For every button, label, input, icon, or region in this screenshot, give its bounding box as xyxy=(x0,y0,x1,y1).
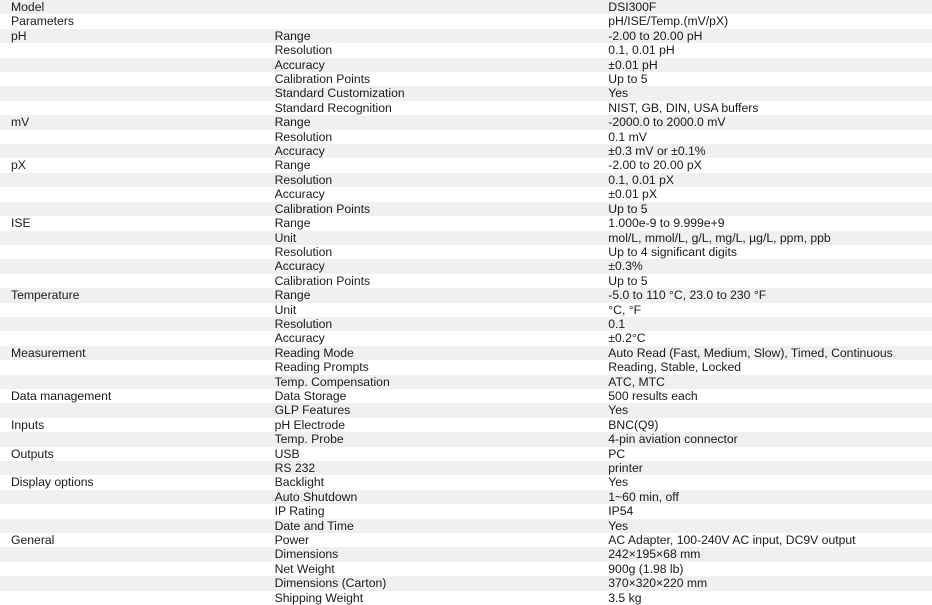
spec-value-cell: 370×320×220 mm xyxy=(597,576,932,590)
spec-param-cell: Resolution xyxy=(264,173,598,187)
spec-group-cell xyxy=(0,58,264,72)
spec-param-cell: Calibration Points xyxy=(264,72,598,86)
table-row xyxy=(0,288,932,302)
spec-param-cell: Range xyxy=(264,115,598,129)
spec-value-cell: -5.0 to 110 °C, 23.0 to 230 °F xyxy=(597,288,932,302)
spec-group-cell xyxy=(0,43,264,57)
spec-param-cell: Accuracy xyxy=(264,58,598,72)
spec-value-cell: NIST, GB, DIN, USA buffers xyxy=(597,101,932,115)
table-row xyxy=(0,173,932,187)
spec-value-cell: AC Adapter, 100-240V AC input, DC9V output xyxy=(597,533,932,547)
table-row xyxy=(0,216,932,230)
spec-value-cell: printer xyxy=(597,461,932,475)
spec-param-cell: Accuracy xyxy=(264,144,598,158)
spec-group-cell xyxy=(0,591,264,605)
spec-group-cell: pH xyxy=(0,29,264,43)
table-row xyxy=(0,375,932,389)
spec-param-cell: GLP Features xyxy=(264,403,598,417)
spec-value-cell: Up to 5 xyxy=(597,72,932,86)
spec-value-cell: Yes xyxy=(597,475,932,489)
spec-param-cell: Backlight xyxy=(264,475,598,489)
spec-value-cell: ±0.3 mV or ±0.1% xyxy=(597,144,932,158)
spec-value-cell: ±0.01 pX xyxy=(597,187,932,201)
table-row xyxy=(0,72,932,86)
table-row xyxy=(0,144,932,158)
table-row xyxy=(0,231,932,245)
spec-value-cell: 0.1 mV xyxy=(597,130,932,144)
table-row xyxy=(0,519,932,533)
spec-value-cell: BNC(Q9) xyxy=(597,418,932,432)
spec-param-cell: IP Rating xyxy=(264,504,598,518)
spec-group-cell xyxy=(0,86,264,100)
spec-group-cell xyxy=(0,130,264,144)
spec-param-cell: Net Weight xyxy=(264,562,598,576)
spec-group-cell xyxy=(0,231,264,245)
spec-group-cell: Display options xyxy=(0,475,264,489)
spec-param-cell: Temp. Compensation xyxy=(264,375,598,389)
spec-param-cell: Range xyxy=(264,29,598,43)
spec-value-cell: Reading, Stable, Locked xyxy=(597,360,932,374)
table-row xyxy=(0,418,932,432)
spec-group-cell: Outputs xyxy=(0,447,264,461)
spec-param-cell: Accuracy xyxy=(264,259,598,273)
spec-param-cell: RS 232 xyxy=(264,461,598,475)
table-row xyxy=(0,245,932,259)
table-row xyxy=(0,360,932,374)
spec-group-cell xyxy=(0,259,264,273)
spec-param-cell: Accuracy xyxy=(264,331,598,345)
table-row xyxy=(0,576,932,590)
spec-group-cell xyxy=(0,303,264,317)
spec-group-cell: Measurement xyxy=(0,346,264,360)
table-row xyxy=(0,14,932,28)
spec-group-cell xyxy=(0,72,264,86)
spec-value-cell: PC xyxy=(597,447,932,461)
spec-param-cell: Unit xyxy=(264,303,598,317)
spec-value-cell: 242×195×68 mm xyxy=(597,547,932,561)
spec-param-cell xyxy=(264,0,598,14)
spec-value-cell: 3.5 kg xyxy=(597,591,932,605)
spec-param-cell: Dimensions (Carton) xyxy=(264,576,598,590)
spec-value-cell: ±0.3% xyxy=(597,259,932,273)
spec-group-cell xyxy=(0,547,264,561)
spec-param-cell: Standard Customization xyxy=(264,86,598,100)
spec-value-cell: 500 results each xyxy=(597,389,932,403)
spec-value-cell: Yes xyxy=(597,86,932,100)
spec-param-cell: Range xyxy=(264,216,598,230)
table-row xyxy=(0,533,932,547)
table-row xyxy=(0,58,932,72)
spec-value-cell: 0.1 xyxy=(597,317,932,331)
spec-value-cell: pH/ISE/Temp.(mV/pX) xyxy=(597,14,932,28)
spec-group-cell: Temperature xyxy=(0,288,264,302)
spec-group-cell xyxy=(0,519,264,533)
spec-group-cell: Parameters xyxy=(0,14,264,28)
spec-group-cell xyxy=(0,504,264,518)
table-row xyxy=(0,317,932,331)
spec-param-cell: Auto Shutdown xyxy=(264,490,598,504)
spec-param-cell: pH Electrode xyxy=(264,418,598,432)
spec-param-cell: Accuracy xyxy=(264,187,598,201)
spec-group-cell xyxy=(0,187,264,201)
spec-group-cell xyxy=(0,144,264,158)
table-row xyxy=(0,29,932,43)
table-row xyxy=(0,130,932,144)
table-row xyxy=(0,43,932,57)
table-row xyxy=(0,562,932,576)
table-row xyxy=(0,432,932,446)
spec-value-cell: 900g (1.98 lb) xyxy=(597,562,932,576)
table-row xyxy=(0,0,932,14)
table-row xyxy=(0,547,932,561)
table-row xyxy=(0,461,932,475)
spec-group-cell: Data management xyxy=(0,389,264,403)
spec-param-cell: Reading Mode xyxy=(264,346,598,360)
spec-value-cell: -2000.0 to 2000.0 mV xyxy=(597,115,932,129)
table-row xyxy=(0,158,932,172)
spec-group-cell xyxy=(0,461,264,475)
spec-group-cell xyxy=(0,173,264,187)
spec-value-cell: Up to 4 significant digits xyxy=(597,245,932,259)
spec-param-cell: Dimensions xyxy=(264,547,598,561)
spec-param-cell: Calibration Points xyxy=(264,202,598,216)
spec-param-cell: Calibration Points xyxy=(264,274,598,288)
spec-group-cell xyxy=(0,101,264,115)
spec-value-cell: ATC, MTC xyxy=(597,375,932,389)
spec-group-cell: Model xyxy=(0,0,264,14)
table-row xyxy=(0,591,932,605)
table-row xyxy=(0,202,932,216)
spec-param-cell: Unit xyxy=(264,231,598,245)
table-row xyxy=(0,259,932,273)
spec-value-cell: °C, °F xyxy=(597,303,932,317)
spec-param-cell: USB xyxy=(264,447,598,461)
spec-group-cell: mV xyxy=(0,115,264,129)
spec-group-cell xyxy=(0,317,264,331)
spec-group-cell: Inputs xyxy=(0,418,264,432)
spec-param-cell: Temp. Probe xyxy=(264,432,598,446)
table-row xyxy=(0,403,932,417)
spec-group-cell xyxy=(0,375,264,389)
table-row xyxy=(0,331,932,345)
spec-group-cell xyxy=(0,245,264,259)
table-row xyxy=(0,490,932,504)
spec-group-cell xyxy=(0,360,264,374)
table-row xyxy=(0,274,932,288)
spec-value-cell: Yes xyxy=(597,519,932,533)
spec-value-cell: Up to 5 xyxy=(597,202,932,216)
spec-group-cell: pX xyxy=(0,158,264,172)
table-row xyxy=(0,303,932,317)
spec-param-cell: Standard Recognition xyxy=(264,101,598,115)
spec-group-cell xyxy=(0,562,264,576)
spec-value-cell: 1~60 min, off xyxy=(597,490,932,504)
spec-group-cell xyxy=(0,403,264,417)
table-row xyxy=(0,346,932,360)
spec-group-cell xyxy=(0,202,264,216)
spec-value-cell: mol/L, mmol/L, g/L, mg/L, µg/L, ppm, ppb xyxy=(597,231,932,245)
spec-param-cell: Resolution xyxy=(264,130,598,144)
spec-group-cell xyxy=(0,576,264,590)
spec-param-cell: Range xyxy=(264,158,598,172)
spec-value-cell: IP54 xyxy=(597,504,932,518)
table-row xyxy=(0,389,932,403)
spec-group-cell xyxy=(0,274,264,288)
spec-value-cell: -2.00 to 20.00 pX xyxy=(597,158,932,172)
table-row xyxy=(0,447,932,461)
spec-param-cell: Power xyxy=(264,533,598,547)
spec-value-cell: ±0.01 pH xyxy=(597,58,932,72)
spec-value-cell: 4-pin aviation connector xyxy=(597,432,932,446)
spec-param-cell: Range xyxy=(264,288,598,302)
table-row xyxy=(0,86,932,100)
spec-value-cell: -2.00 to 20.00 pH xyxy=(597,29,932,43)
spec-param-cell: Resolution xyxy=(264,245,598,259)
table-row xyxy=(0,101,932,115)
spec-param-cell: Reading Prompts xyxy=(264,360,598,374)
spec-value-cell: DSI300F xyxy=(597,0,932,14)
spec-param-cell: Data Storage xyxy=(264,389,598,403)
spec-value-cell: 0.1, 0.01 pH xyxy=(597,43,932,57)
spec-value-cell: ±0.2°C xyxy=(597,331,932,345)
spec-param-cell: Resolution xyxy=(264,317,598,331)
spec-param-cell: Shipping Weight xyxy=(264,591,598,605)
table-row xyxy=(0,475,932,489)
spec-value-cell: Yes xyxy=(597,403,932,417)
spec-group-cell xyxy=(0,432,264,446)
spec-group-cell: ISE xyxy=(0,216,264,230)
spec-value-cell: 0.1, 0.01 pX xyxy=(597,173,932,187)
spec-value-cell: 1.000e-9 to 9.999e+9 xyxy=(597,216,932,230)
spec-group-cell: General xyxy=(0,533,264,547)
spec-value-cell: Auto Read (Fast, Medium, Slow), Timed, Continuous xyxy=(597,346,932,360)
spec-param-cell: Resolution xyxy=(264,43,598,57)
spec-param-cell xyxy=(264,14,598,28)
spec-value-cell: Up to 5 xyxy=(597,274,932,288)
table-row xyxy=(0,187,932,201)
spec-group-cell xyxy=(0,490,264,504)
spec-group-cell xyxy=(0,331,264,345)
table-row xyxy=(0,504,932,518)
spec-param-cell: Date and Time xyxy=(264,519,598,533)
table-row xyxy=(0,115,932,129)
